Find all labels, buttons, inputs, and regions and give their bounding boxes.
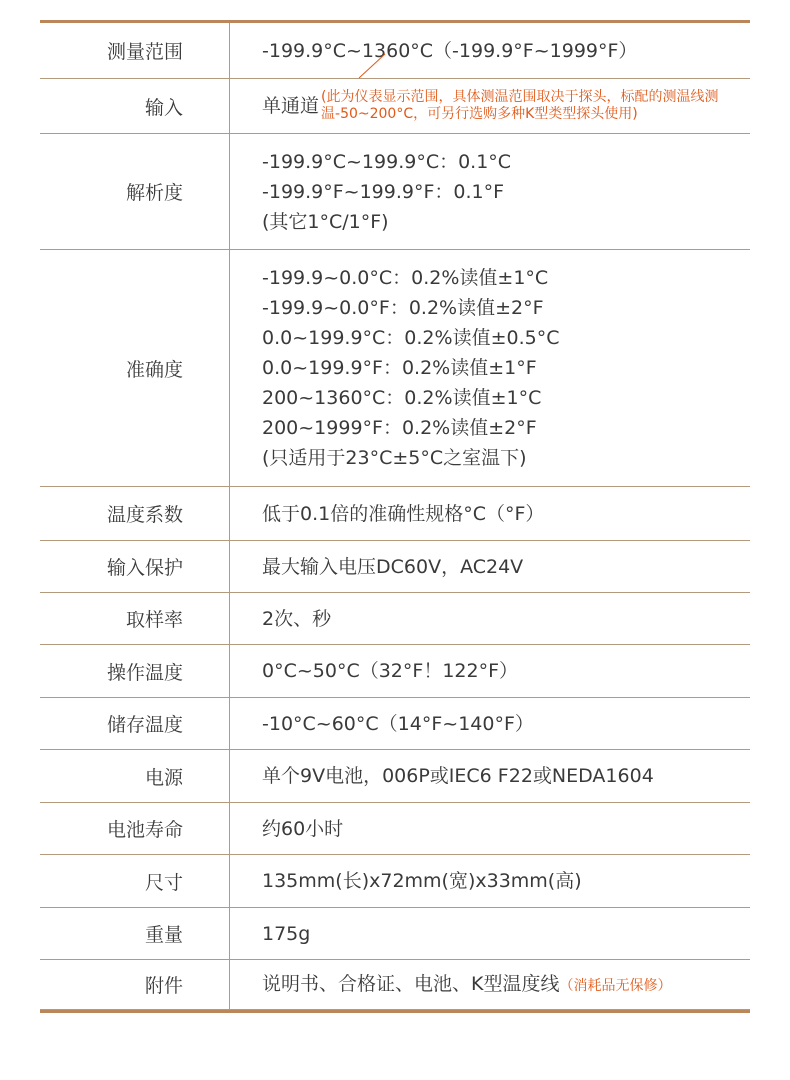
- accessories-line: [262, 969, 750, 1001]
- value-line: 低于0.1倍的准确性规格°C（°F）: [262, 502, 545, 525]
- value-line: 175g: [262, 922, 311, 945]
- row-value: [230, 250, 750, 486]
- row-value: [230, 960, 750, 1009]
- row-power: [40, 750, 750, 803]
- row-storage-temp: [40, 698, 750, 750]
- value-line: 200~1999°F：0.2%读值±2°F: [262, 417, 537, 439]
- value-line: -199.9~0.0°F：0.2%读值±2°F: [262, 297, 544, 319]
- value-line: -199.9°C~1360°C（-199.9°F~1999°F）: [262, 39, 638, 62]
- value-line: (只适用于23°C±5°C之室温下): [262, 447, 527, 469]
- row-value: [230, 593, 750, 644]
- value-line: 135mm(长)x72mm(宽)x33mm(高): [262, 870, 582, 892]
- row-label: 附件: [40, 960, 230, 1009]
- row-value: [230, 23, 750, 78]
- row-label: 输入: [40, 79, 230, 133]
- row-accessories: [40, 960, 750, 1010]
- row-label: 温度系数: [40, 487, 230, 540]
- value-line: 约60小时: [262, 817, 344, 840]
- row-value: [230, 79, 750, 133]
- row-label: 解析度: [40, 134, 230, 249]
- row-sample-rate: [40, 593, 750, 645]
- row-label: 电源: [40, 750, 230, 802]
- row-label: 尺寸: [40, 855, 230, 907]
- value-line: 最大输入电压DC60V，AC24V: [262, 555, 524, 578]
- value-line: 单个9V电池，006P或IEC6 F22或NEDA1604: [262, 765, 654, 787]
- row-label: 准确度: [40, 250, 230, 486]
- input-main-text: 单通道: [262, 95, 320, 117]
- row-value: [230, 645, 750, 697]
- row-value: [230, 908, 750, 959]
- row-label: 操作温度: [40, 645, 230, 697]
- note-pointer-line: [327, 52, 387, 80]
- spec-table: [40, 20, 750, 1013]
- row-accuracy: [40, 250, 750, 487]
- row-value: [230, 487, 750, 540]
- row-label: 重量: [40, 908, 230, 959]
- value-line: 200~1360°C：0.2%读值±1°C: [262, 387, 542, 409]
- row-value: [230, 698, 750, 749]
- probe-range-note: (此为仪表显示范围，具体测温范围取决于探头，标配的测温线测温-50~200°C，可另行选购多种K型类型探头使用): [321, 89, 719, 122]
- row-label: 储存温度: [40, 698, 230, 749]
- row-input: [40, 79, 750, 134]
- row-dimensions: [40, 855, 750, 908]
- row-measure-range: [40, 23, 750, 79]
- accessories-text: 说明书、合格证、电池、K型温度线: [262, 972, 560, 995]
- row-input-protection: [40, 541, 750, 593]
- input-value-wrap: [262, 89, 750, 123]
- row-value: [230, 855, 750, 907]
- value-line: 2次、秒: [262, 607, 332, 630]
- row-label: 电池寿命: [40, 803, 230, 854]
- value-line: -199.9~0.0°C：0.2%读值±1°C: [262, 267, 549, 289]
- value-line: -199.9°C~199.9°C：0.1°C: [262, 150, 512, 173]
- row-resolution: [40, 134, 750, 250]
- value-line: -199.9°F~199.9°F：0.1°F: [262, 180, 505, 203]
- value-line: 0.0~199.9°F：0.2%读值±1°F: [262, 357, 537, 379]
- row-operating-temp: [40, 645, 750, 698]
- row-weight: [40, 908, 750, 960]
- value-line: (其它1°C/1°F): [262, 210, 389, 233]
- value-line: -10°C~60°C（14°F~140°F）: [262, 712, 534, 735]
- bottom-rule: [40, 1010, 750, 1013]
- value-line: 0°C~50°C（32°F！122°F）: [262, 660, 519, 682]
- row-value: [230, 541, 750, 592]
- row-temp-coefficient: [40, 487, 750, 541]
- row-label: 输入保护: [40, 541, 230, 592]
- row-battery-life: [40, 803, 750, 855]
- row-value: [230, 803, 750, 854]
- row-value: [230, 134, 750, 249]
- row-value: [230, 750, 750, 802]
- row-label: 取样率: [40, 593, 230, 644]
- row-label: 测量范围: [40, 23, 230, 78]
- no-warranty-note: （消耗品无保修）: [559, 977, 672, 994]
- value-line: 0.0~199.9°C：0.2%读值±0.5°C: [262, 327, 560, 349]
